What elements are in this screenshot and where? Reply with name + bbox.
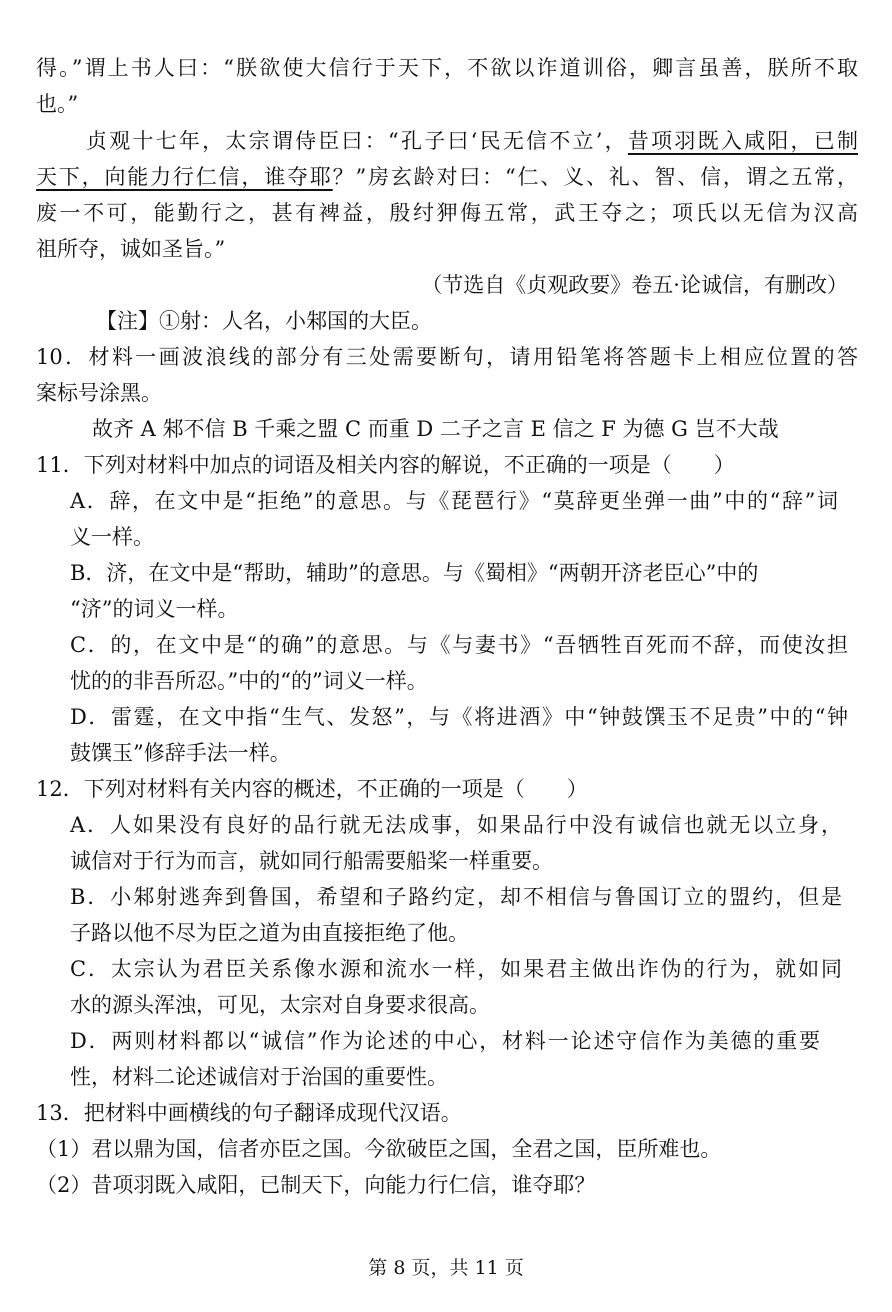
material-line-2: 也。” — [36, 92, 79, 116]
q10-stem-line-2: 案标号涂黑。 — [36, 381, 162, 405]
q12-option-d-line-1: D．两则材料都以“诚信”作为论述的中心，材料一论述守信作为美德的重要 — [70, 1029, 820, 1053]
q11-option-a-line-2: 义一样。 — [70, 525, 154, 549]
q12-option-b-line-2: 子路以他不尽为臣之道为由直接拒绝了他。 — [70, 921, 469, 945]
annotation-note: 【注】①射：人名，小邾国的大臣。 — [96, 309, 432, 333]
q12-option-a-line-2: 诚信对于行为而言，就如同行船需要船桨一样重要。 — [70, 849, 553, 873]
q11-option-d-line-2: 鼓馔玉”修辞手法一样。 — [70, 741, 291, 765]
page-footer: 第 8 页，共 11 页 — [368, 1257, 524, 1279]
q12-option-b-line-1: B．小邾射逃奔到鲁国，希望和子路约定，却不相信与鲁国订立的盟约，但是 — [70, 885, 842, 909]
material-line-6: 祖所夺，诚如圣旨。” — [36, 237, 226, 261]
q12-option-c-line-1: C．太宗认为君臣关系像水源和流水一样，如果君主做出诈伪的行为，就如同 — [70, 957, 842, 981]
q11-option-d-line-1: D．雷霆，在文中指“生气、发怒”，与《将进酒》中“钟鼓馔玉不足贵”中的“钟 — [70, 705, 848, 729]
q11-option-c-line-2: 忧的的非吾所忍。”中的“的”词义一样。 — [70, 669, 428, 693]
q11-option-c-line-1: C．的，在文中是“的确”的意思。与《与妻书》“吾牺牲百死而不辞，而使汝担 — [70, 633, 848, 657]
material-line-4 — [36, 164, 858, 190]
material-line-3-plain: 贞观十七年，太宗谓侍臣曰：“孔子曰‘民无信不立’， — [86, 129, 628, 153]
q11-stem: 11．下列对材料中加点的词语及相关内容的解说，不正确的一项是（ ） — [36, 453, 735, 477]
material-line-5: 废一不可，能勤行之，甚有裨益，殷纣狎侮五常，武王夺之；项氏以无信为汉高 — [36, 201, 858, 225]
q13-stem: 13．把材料中画横线的句子翻译成现代汉语。 — [36, 1101, 462, 1125]
q12-option-c-line-2: 水的源头浑浊，可见，太宗对自身要求很高。 — [70, 993, 490, 1017]
q12-option-d-line-2: 性，材料二论述诚信对于治国的重要性。 — [70, 1065, 448, 1089]
q10-stem-line-1: 10．材料一画波浪线的部分有三处需要断句，请用铅笔将答题卡上相应位置的答 — [36, 345, 858, 369]
material-line-3 — [86, 128, 858, 154]
underlined-sentence-part-1: 昔项羽既入咸阳，已制 — [627, 129, 858, 153]
source-citation: （节选自《贞观政要》卷五·论诚信，有删改） — [421, 273, 848, 297]
q13-sentence-1: （1）君以鼎为国，信者亦臣之国。今欲破臣之国，全君之国，臣所难也。 — [36, 1137, 722, 1161]
q10-options: 故齐 A 邾不信 B 千乘之盟 C 而重 D 二子之言 E 信之 F 为德 G 岂不大哉 — [92, 417, 779, 441]
material-line-1: 得。”谓上书人曰：“朕欲使大信行于天下，不欲以诈道训俗，卿言虽善，朕所不取 — [36, 56, 858, 80]
q11-option-a-line-1: A．辞，在文中是“拒绝”的意思。与《琵琶行》“莫辞更坐弹一曲”中的“辞”词 — [70, 489, 838, 513]
q11-option-b-line-1: B．济，在文中是“帮助，辅助”的意思。与《蜀相》“两朝开济老臣心”中的 — [70, 561, 759, 585]
q12-option-a-line-1: A．人如果没有良好的品行就无法成事，如果品行中没有诚信也就无以立身， — [70, 813, 842, 837]
material-line-4-plain: ？”房玄龄对曰：“仁、义、礼、智、信，谓之五常， — [332, 165, 858, 189]
q12-stem: 12．下列对材料有关内容的概述，不正确的一项是（ ） — [36, 777, 588, 801]
q11-option-b-line-2: “济”的词义一样。 — [70, 597, 239, 621]
underlined-sentence-part-2: 天下，向能力行仁信，谁夺耶 — [36, 165, 333, 189]
q13-sentence-2: （2）昔项羽既入咸阳，已制天下，向能力行仁信，谁夺耶？ — [36, 1173, 596, 1197]
